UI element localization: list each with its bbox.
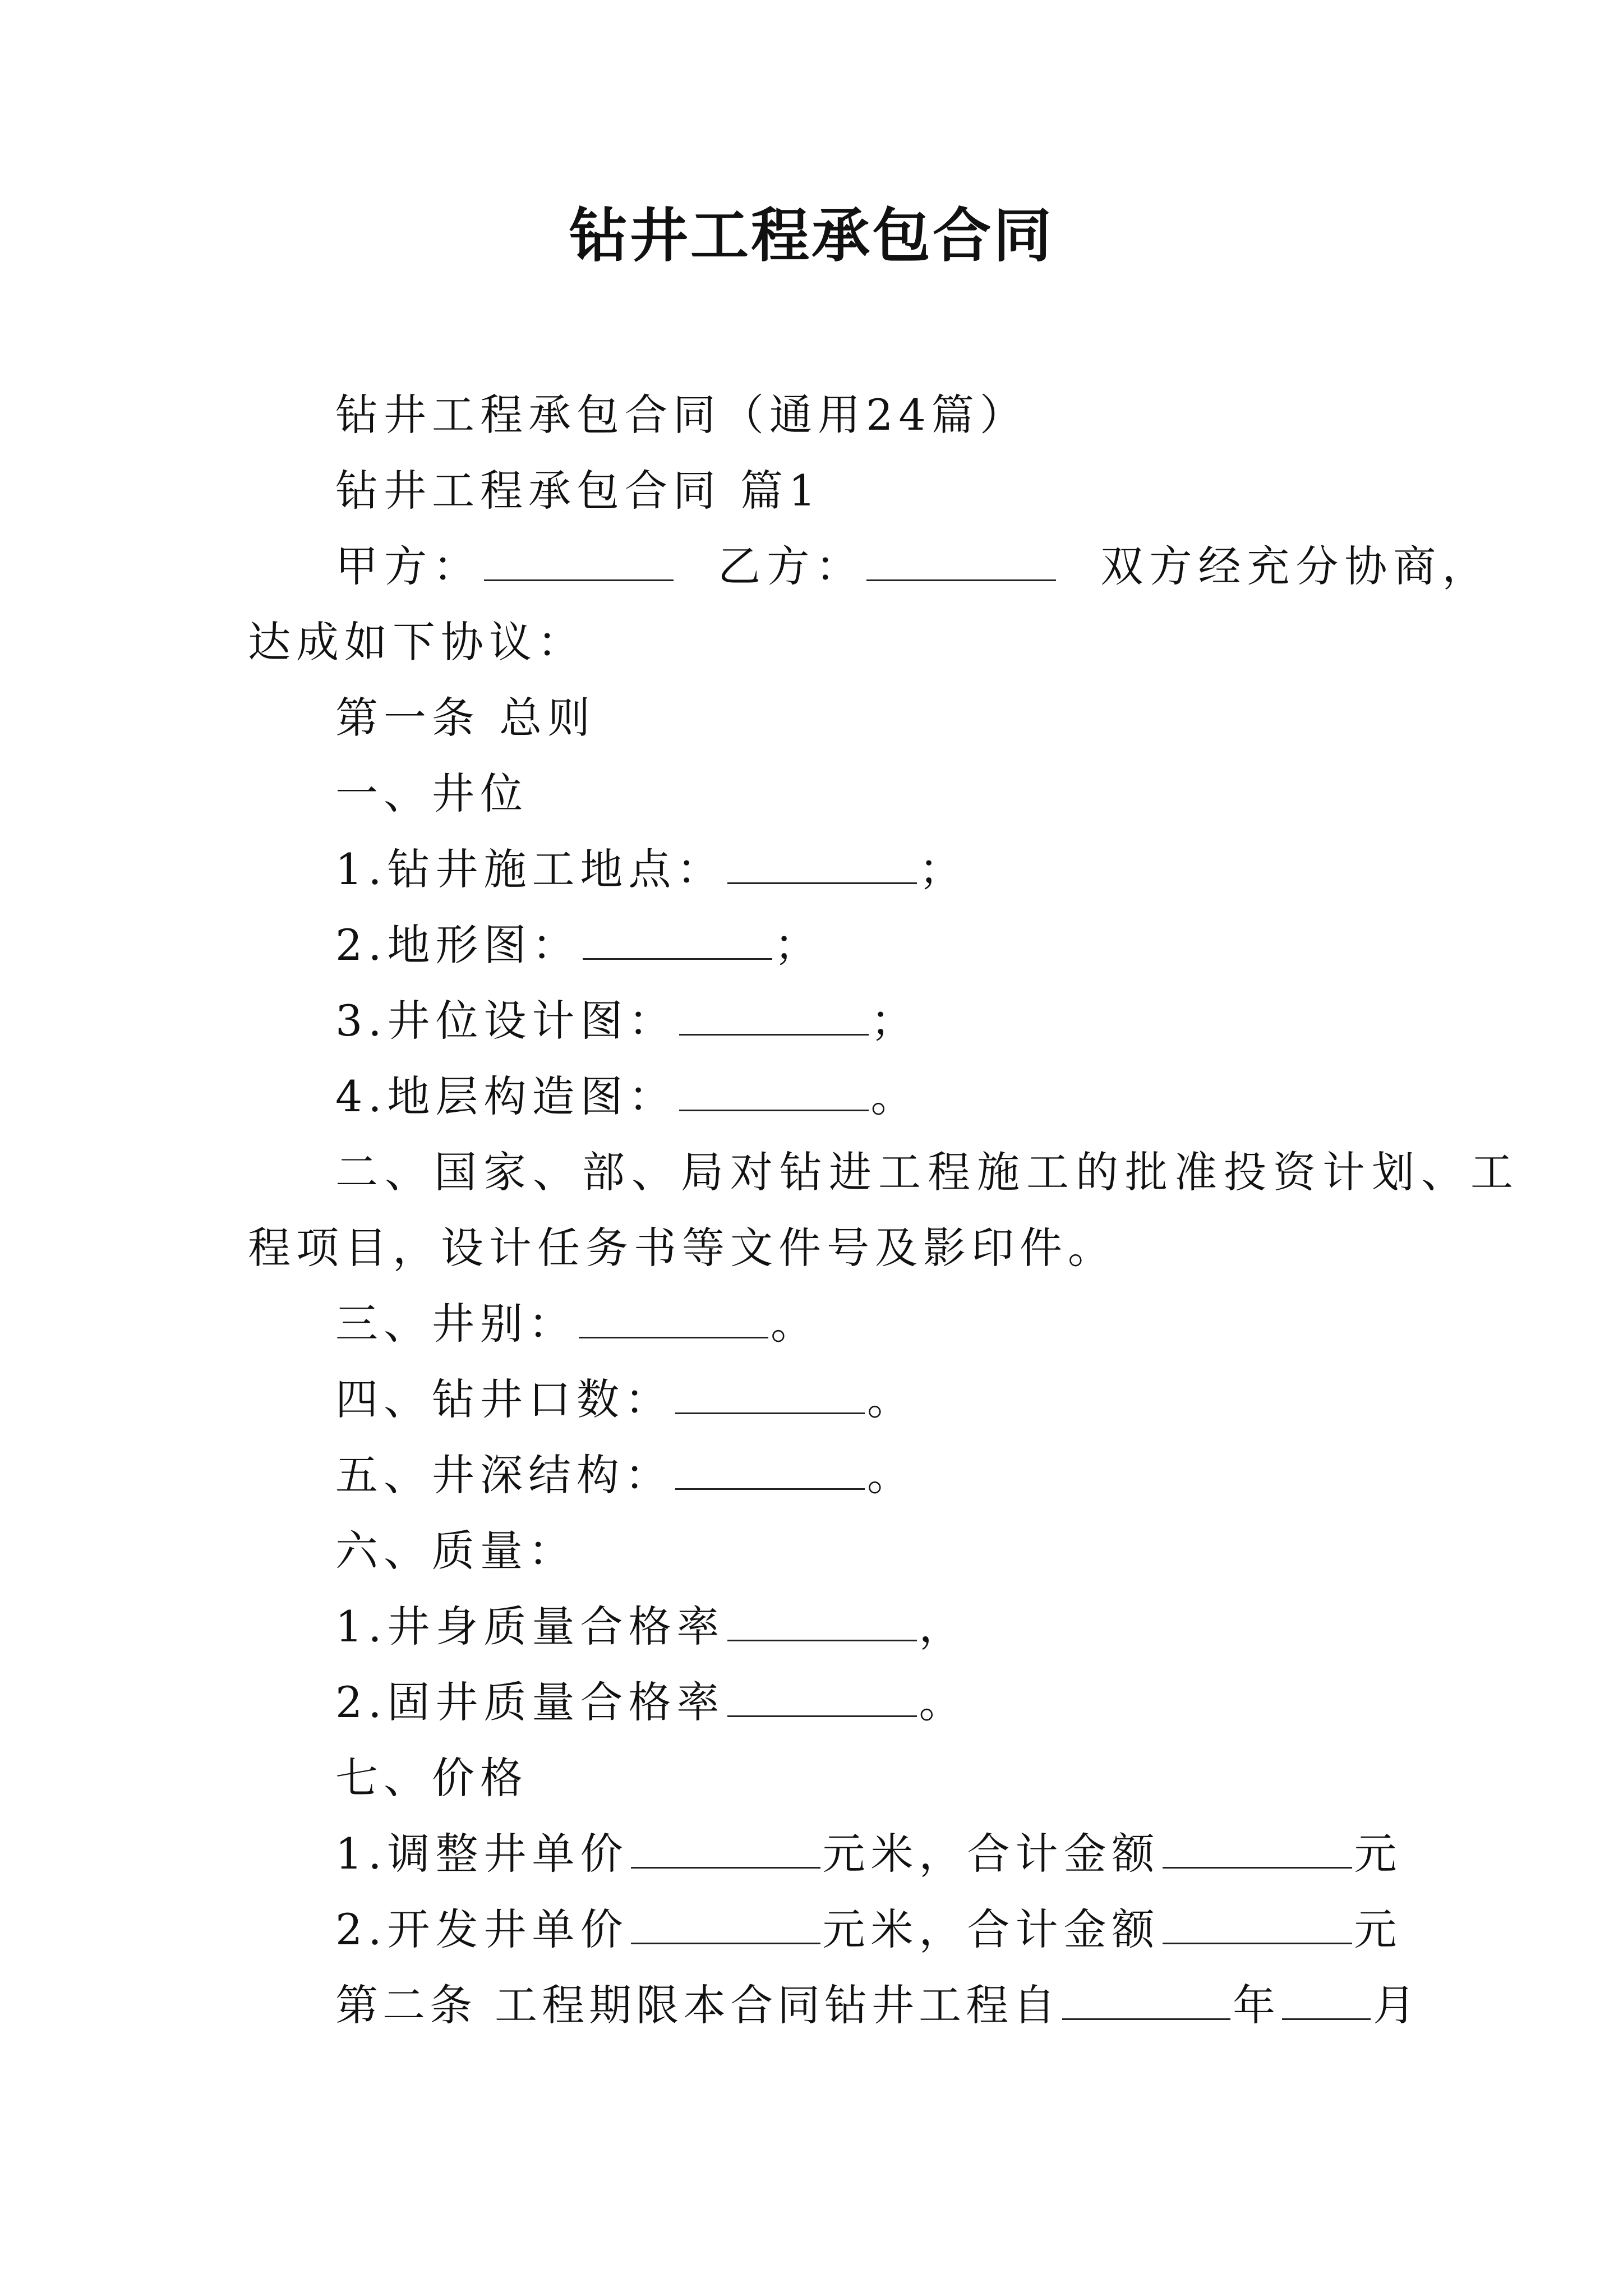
party-a-blank — [484, 540, 674, 581]
section-6-heading: 六、质量： — [335, 1526, 577, 1576]
parties-continuation: 达成如下协议： — [248, 617, 585, 667]
party-b-label: 乙方： — [718, 541, 865, 591]
month-blank — [1282, 1979, 1371, 2020]
item-label: 2.固井质量合格率 — [335, 1677, 725, 1727]
unit-price-blank — [631, 1828, 820, 1869]
fill-blank — [727, 843, 917, 884]
fill-blank — [727, 1600, 917, 1641]
fill-blank — [675, 1449, 865, 1490]
item-label: 2.开发井单价 — [335, 1904, 629, 1954]
section-1-item-1 — [335, 841, 967, 898]
subtitle-line: 钻井工程承包合同（通用24篇） — [335, 390, 1028, 440]
item-label: 2.地形图： — [335, 920, 580, 970]
section-1-item-3 — [335, 993, 919, 1049]
party-b-blank — [866, 540, 1056, 581]
section-5-line — [335, 1447, 915, 1503]
item-unit: 元 — [1354, 1829, 1403, 1879]
item-punct: ； — [919, 844, 967, 894]
item-punct: 。 — [867, 1450, 915, 1500]
section-7-item-2 — [335, 1902, 1403, 1958]
article-2-text: 第二条 工程期限本合同钻井工程自 — [335, 1980, 1061, 2030]
item-punct: ， — [919, 1602, 967, 1651]
article-2-line — [335, 1977, 1420, 2033]
item-label: 三、井别： — [335, 1299, 577, 1349]
item-label: 四、钻井口数： — [335, 1374, 673, 1424]
year-blank — [1062, 1979, 1230, 2020]
item-label: 1.井身质量合格率 — [335, 1602, 725, 1651]
fill-blank — [679, 1070, 869, 1111]
unit-price-blank — [631, 1903, 820, 1944]
fill-blank — [583, 919, 772, 960]
item-punct: 。 — [870, 1071, 919, 1121]
section-2-line: 二、国家、部、局对钻进工程施工的批准投资计划、工 — [335, 1147, 1520, 1197]
month-label: 月 — [1373, 1980, 1421, 2030]
article-1-heading: 第一条 总则 — [335, 693, 596, 743]
fill-blank — [675, 1373, 865, 1414]
item-punct: 。 — [771, 1299, 819, 1349]
item-punct: ； — [870, 996, 919, 1046]
total-amount-blank — [1163, 1828, 1352, 1869]
year-label: 年 — [1233, 1980, 1280, 2030]
item-punct: 。 — [867, 1374, 915, 1424]
section-1-item-4 — [335, 1069, 919, 1125]
parties-line — [335, 539, 1491, 595]
item-label: 1.调整井单价 — [335, 1829, 629, 1879]
item-punct: 。 — [919, 1677, 967, 1727]
section-6-item-1 — [335, 1599, 967, 1655]
section-1-heading: 一、井位 — [335, 769, 528, 818]
item-mid: 元米，合计金额 — [822, 1904, 1160, 1954]
item-label: 1.钻井施工地点： — [335, 844, 725, 894]
item-punct: ； — [774, 920, 823, 970]
section-3-line — [335, 1296, 819, 1352]
section-6-item-2 — [335, 1674, 967, 1731]
section-1-item-2 — [335, 917, 823, 973]
document-title: 钻井工程承包合同 — [569, 201, 1054, 270]
part-heading: 钻井工程承包合同 篇1 — [335, 466, 822, 516]
item-unit: 元 — [1354, 1904, 1403, 1954]
fill-blank — [579, 1297, 768, 1338]
item-mid: 元米，合计金额 — [822, 1829, 1160, 1879]
section-4-line — [335, 1372, 915, 1428]
section-7-heading: 七、价格 — [335, 1753, 528, 1803]
fill-blank — [727, 1676, 917, 1717]
total-amount-blank — [1163, 1903, 1352, 1944]
item-label: 3.井位设计图： — [335, 996, 677, 1046]
fill-blank — [679, 995, 869, 1036]
item-label: 4.地层构造图： — [335, 1071, 677, 1121]
party-a-label: 甲方： — [335, 541, 482, 591]
section-7-item-1 — [335, 1826, 1403, 1882]
section-2-continuation: 程项目，设计任务书等文件号及影印件。 — [248, 1223, 1116, 1273]
item-label: 五、井深结构： — [335, 1450, 673, 1500]
parties-tail: 双方经充分协商， — [1100, 541, 1491, 591]
